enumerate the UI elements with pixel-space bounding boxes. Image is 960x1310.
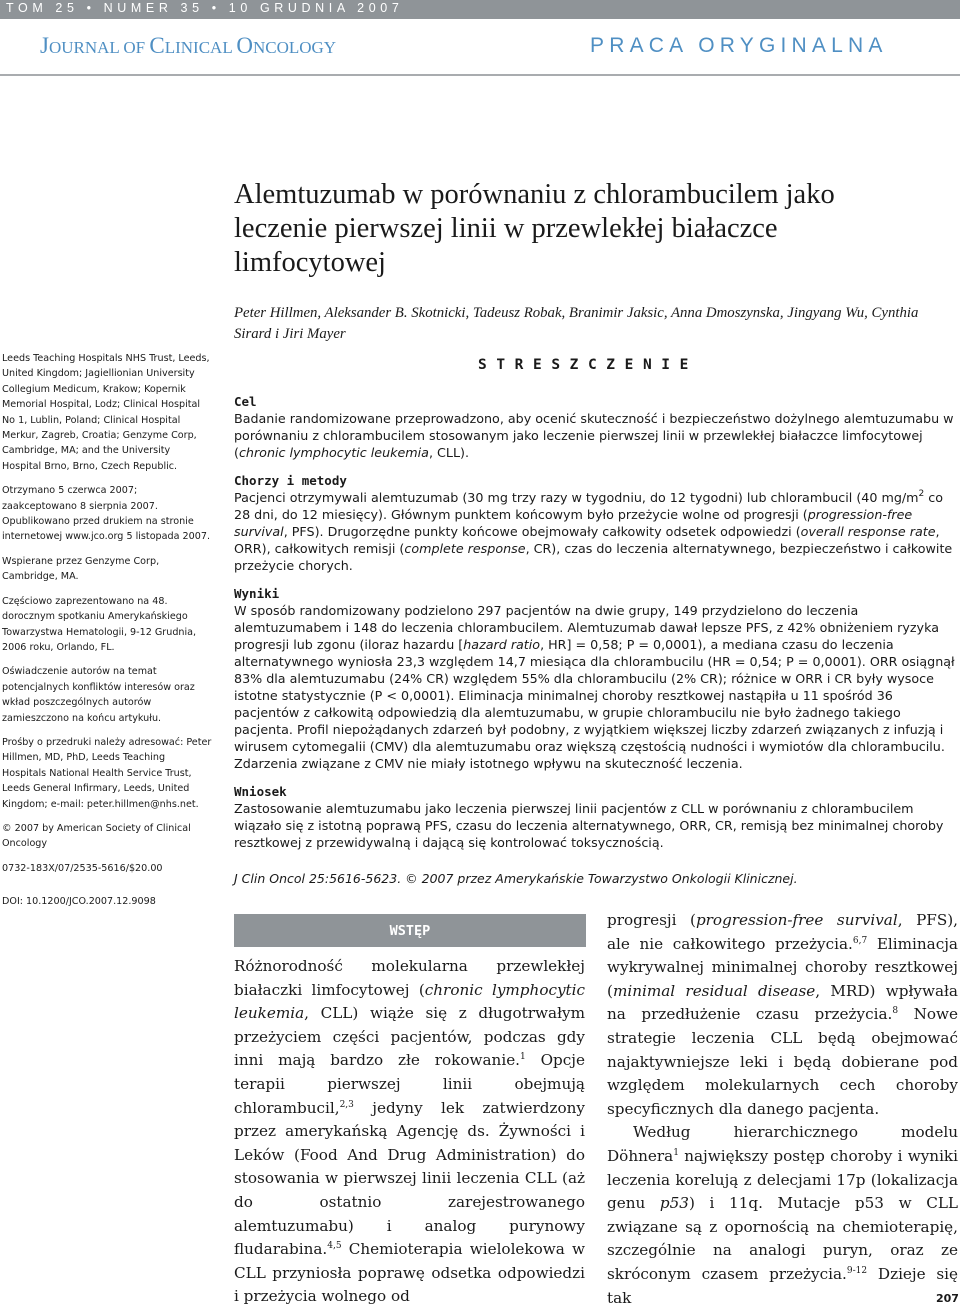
section-label: PRACA ORYGINALNA [590, 34, 888, 57]
results-text: W sposób randomizowany podzielono 297 pacjentów na dwie grupy, 149 przydzielono do leczenia alemtuzumabem i 148 do leczenia chlorambucilem. Alemtuzumab dawał lepsze PFS, z 42% obniżeniem ryzyka progresji lub zgonu (iloraz hazardu [hazard ratio, HR] = 0,58; P = 0,0001), a mediana czasu do leczenia alternatywnego wyniosła 23,3 względem 14,7 miesiąca dla chlorambucilu (HR = 0,54; P = 0,0001). ORR osiągnął 83% dla alemtuzumabu (24% CR) względem 55% dla chlorambucilu (2% CR); różnice w ORR i CR były wysoce istotne statystycznie (P < 0,0001). Eliminacja minimalnej choroby resztkowej nastąpiła u 11 spośród 36 pacjentów z całkowitą odpowiedzią dla alemtuzumabu, w grupie chlorambucilu nie było żadnego takiego pacjenta. Profil niepożądanych zdarzeń był podobny, z wyjątkiem większej liczby zdarzeń związanych z infuzją i wirusem cytomegalii (CMV) dla alemtuzumabu oraz większą częstością nudności i wymiotów dla chlorambucilu. Zdarzenia związane z CMV nie miały istotnego wpływu na skuteczność leczenia. [234, 603, 955, 771]
header-divider [0, 74, 960, 76]
reprint-requests: Prośby o przedruki należy adresować: Peter Hillmen, MD, PhD, Leeds Teaching Hospitals National Health Service Trust, Leeds General Infirmary, Leeds, United Kingdom; e-mail: peter.hillmen@nhs.net. [2, 736, 212, 810]
intro-banner [234, 914, 586, 947]
aim-label: Cel [234, 394, 257, 409]
article-info-sidebar [2, 351, 212, 919]
disclosure-note: Oświadczenie autorów na temat potencjalnych konfliktów interesów oraz wkład poszczególnych autorów zamieszczono na końcu artykułu. [2, 666, 195, 724]
page-number: 207 [936, 1292, 959, 1305]
author-list: Peter Hillmen, Aleksander B. Skotnicki, Tadeusz Robak, Branimir Jaksic, Anna Dmoszynska, Jingyang Wu, Cynthia Sirard i Jiri Mayer [234, 305, 919, 342]
intro-heading: WSTĘP [389, 922, 431, 939]
doi: DOI: 10.1200/JCO.2007.12.9098 [2, 896, 156, 908]
intro-column-right [607, 909, 958, 1310]
methods-label: Chorzy i metody [234, 473, 347, 488]
funding-note: Wspierane przez Genzyme Corp, Cambridge, MA. [2, 555, 160, 583]
journal-name: JOURNAL OF CLINICAL ONCOLOGY [40, 33, 337, 58]
issue-info: TOM 25 • NUMER 35 • 10 GRUDNIA 2007 [6, 1, 404, 15]
citation-line: J Clin Oncol 25:5616-5623. © 2007 przez Amerykańskie Towarzystwo Onkologii Klinicznej. [234, 871, 798, 886]
affiliations: Leeds Teaching Hospitals NHS Trust, Leeds, United Kingdom; Jagiellionian University Collegium Medicum, Krakow; Kopernik Memorial Hospital, Lodz; Clinical Hospital No 1, Lublin, Poland; Clinical Hospital Merkur, Zagreb, Croatia; Genzyme Corp, Cambridge, MA; and the University Hospital Brno, Brno, Czech Republic. [2, 353, 210, 472]
issn: 0732-183X/07/2535-5616/$20.00 [2, 862, 163, 874]
results-label: Wyniki [234, 586, 280, 601]
intro-paragraph-1: Różnorodność molekularna przewlekłej białaczki limfocytowej (chronic lymphocytic leukemia, CLL) wiąże się z długotrwałym przeżyciem części pacjentów, podczas gdy inni mają bardzo złe rokowanie.$^1$ Opcje terapii pierwszej linii obejmują chlorambucil,$^{2,3}$ jedyny lek zatwierdzony przez amerykańską Agencję ds. Żywności i Leków (Food And Drug Administration) do stosowania w pierwszej linii leczenia CLL (aż do ostatnio zarejestrowanego alemtuzumabu) i analog purynowy fludarabina.$^{4,5}$ Chemioterapia wielolekowa w CLL przyniosła poprawę odsetka odpowiedzi i przeżycia wolnego od [234, 957, 586, 1306]
received-dates: Otrzymano 5 czerwca 2007; zaakceptowano 8 sierpnia 2007. Opublikowano przed drukiem na stronie internetowej www.jco.org 5 listopada 2007. [2, 485, 211, 543]
abstract-body [234, 393, 958, 862]
intro-paragraph-1-cont: progresji (progression-free survival, PFS), ale nie całkowitego przeżycia.$^{6,7}$ Eliminacja wykrywalnej minimalnej choroby resztkowej (minimal residual disease, MRD) wpływała na przedłużenie czasu przeżycia.$^8$ Nowe strategie leczenia CLL będą obejmować najaktywniejsze leki i będą dobierane pod względem molekularnych cech choroby specyficznych dla danego pacjenta. [607, 911, 958, 1118]
conclusion-label: Wniosek [234, 784, 287, 799]
methods-text: Pacjenci otrzymywali alemtuzumab (30 mg trzy razy w tygodniu, do 12 tygodni) lub chlorambucil (40 $mg/m^2$ co 28 dni, do 12 miesięcy). Głównym punktem końcowym było przeżycie wolne od progresji (progression-free survival, PFS). Drugorzędne punkty końcowe obejmowały całkowity odsetek odpowiedzi (overall response rate, ORR), całkowitych remisji (complete response, CR), czas do leczenia alternatywnego, bezpieczeństwo i całkowite przeżycie chorych. [234, 489, 953, 573]
intro-paragraph-2: Według hierarchicznego modelu Döhnera$^1$ największy postęp choroby i wyniki leczenia korelują z delecjami 17p (lokalizacja genu p53) i 11q. Mutacje p53 w CLL związane są z opornością na chemioterapię, szczególnie na analogi puryn, oraz ze skróconym czasem przeżycia.$^{9-12}$ Dzieje się tak [607, 1123, 959, 1307]
copyright-notice: © 2007 by American Society of Clinical Oncology [2, 822, 191, 850]
article-title: Alemtuzumab w porównaniu z chlorambucilem jako leczenie pierwszej linii w przewlekłej białaczce limfocytowej [234, 179, 835, 278]
conclusion-text: Zastosowanie alemtuzumabu jako leczenia pierwszej linii pacjentów z CLL w porównaniu z chlorambucilem wiązało się z istotną poprawą PFS, czasu do leczenia alternatywnego, ORR, CR, remisją bez minimalnej choroby resztkowej z przewidywalną i dającą się kontrolować toksycznością. [234, 801, 944, 850]
intro-column-left [234, 955, 585, 1309]
presentation-note: Częściowo zaprezentowano na 48. dorocznym spotkaniu Amerykańskiego Towarzystwa Hematologii, 9-12 Grudnia, 2006 roku, Orlando, FL. [2, 595, 197, 653]
aim-text: Badanie randomizowane przeprowadzono, aby ocenić skuteczność i bezpieczeństwo dożylnego alemtuzumabu w porównaniu z chlorambucilem stosowanym jako leczenie pierwszej linii w przewlekłej białaczce limfocytowej (chronic lymphocytic leukemia, CLL). [234, 411, 954, 460]
abstract-heading: STRESZCZENIE [478, 357, 698, 373]
